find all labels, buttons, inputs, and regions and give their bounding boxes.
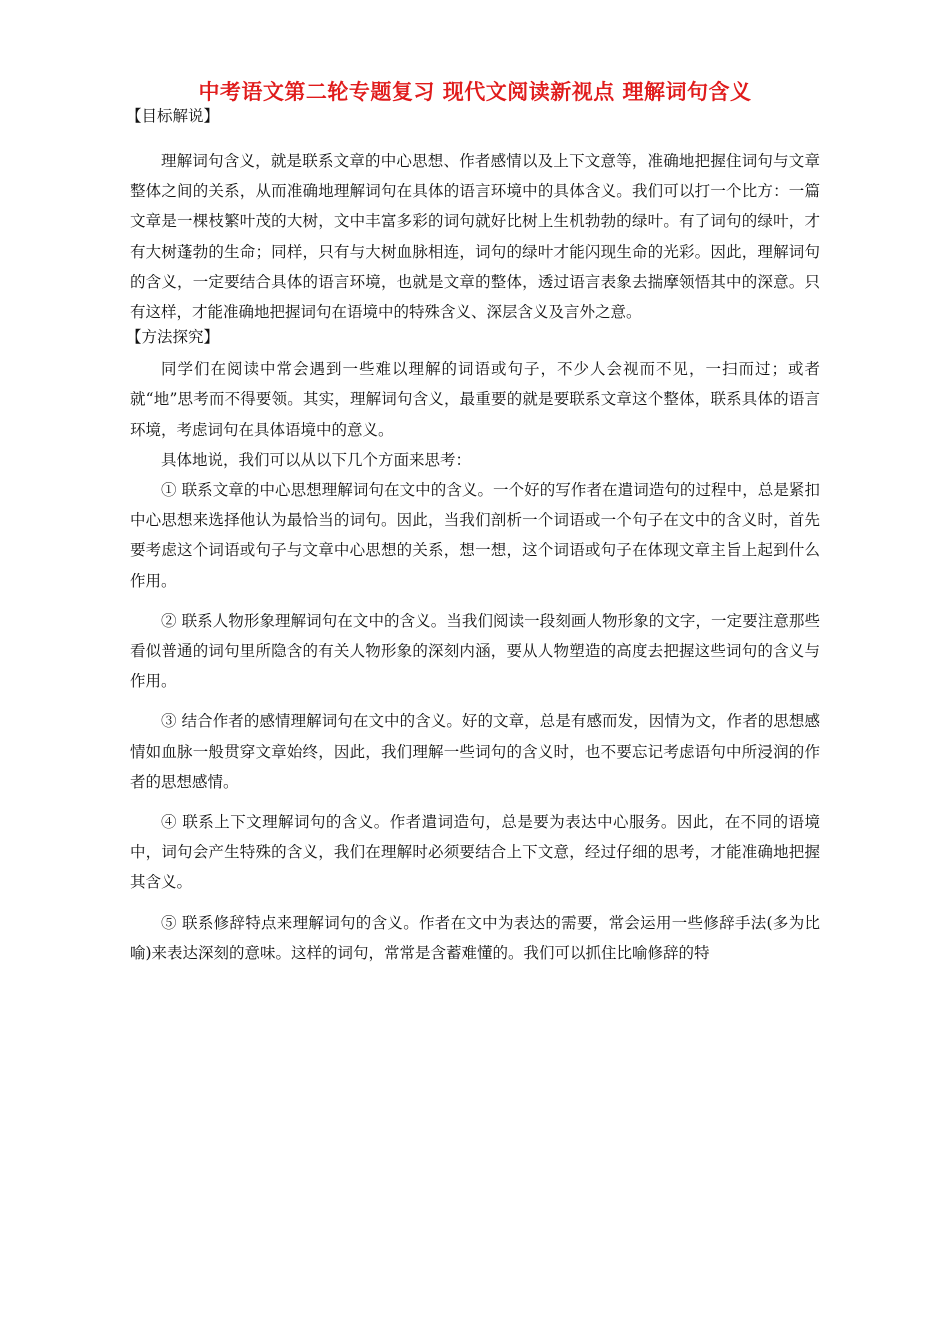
method-item-5: ⑤ 联系修辞特点来理解词句的含义。作者在文中为表达的需要，常会运用一些修辞手法(多为比喻)来表达深刻的意味。这样的词句，常常是含蓄难懂的。我们可以抓住比喻修辞的特 — [130, 913, 820, 962]
paragraph-gap — [130, 898, 820, 908]
method-heading: 【方法探究】 — [126, 328, 220, 347]
goal-heading: 【目标解说】 — [126, 107, 220, 125]
method-item-2: ② 联系人物形象理解词句在文中的含义。当我们阅读一段刻画人物形象的文字，一定要注意那些看似普通的词句里所隐含的有关人物形象的深刻内涵，要从人物塑造的高度去把握这些词句的含义与作用。 — [130, 611, 820, 691]
document-body — [126, 106, 820, 968]
method-item-1: ① 联系文章的中心思想理解词句在文中的含义。一个好的写作者在遣词造句的过程中，总是紧扣中心思想来选择他认为最恰当的词句。因此，当我们剖析一个词语或一个句子在文中的含义时，首先要考虑这个词语或句子与文章中心思想的关系，想一想，这个词语或句子在体现文章主旨上起到什么作用。 — [130, 481, 820, 590]
paragraph-gap — [130, 696, 820, 706]
paragraph-gap — [130, 797, 820, 807]
paragraph-gap — [130, 596, 820, 606]
method-lead-paragraph: 具体地说，我们可以从以下几个方面来思考： — [161, 450, 472, 469]
method-item-4: ④ 联系上下文理解词句的含义。作者遣词造句，总是要为表达中心服务。因此，在不同的语境中，词句会产生特殊的含义，我们在理解时必须要结合上下文意，经过仔细的思考，才能准确地把握其含义。 — [130, 813, 820, 892]
goal-paragraph: 理解词句含义，就是联系文章的中心思想、作者感情以及上下文意等，准确地把握住词句与文章整体之间的关系，从而准确地理解词句在具体的语言环境中的具体含义。我们可以打一个比方：一篇文章是一棵枝繁叶茂的大树，文中丰富多彩的词句就好比树上生机勃勃的绿叶。有了词句的绿叶，才有大树蓬勃的生命；同样，只有与大树血脉相连，词句的绿叶才能闪现生命的光彩。因此，理解词句的含义，一定要结合具体的语言环境，也就是文章的整体，透过语言表象去揣摩领悟其中的深意。只有这样，才能准确地把握词句在语境中的特殊含义、深层含义及言外之意。 — [130, 152, 820, 322]
document-title: 中考语文第二轮专题复习 现代文阅读新视点 理解词句含义 — [198, 80, 752, 104]
method-item-3: ③ 结合作者的感情理解词句在文中的含义。好的文章，总是有感而发，因情为文，作者的思想感情如血脉一般贯穿文章始终，因此，我们理解一些词句的含义时，也不要忘记考虑语句中所浸润的作者的思想感情。 — [130, 712, 820, 791]
method-intro-paragraph: 同学们在阅读中常会遇到一些难以理解的词语或句子，不少人会视而不见，一扫而过；或者就“地”思考而不得要领。其实，理解词句含义，最重要的就是要联系文章这个整体，联系具体的语言环境，考虑词句在具体语境中的意义。 — [130, 360, 820, 439]
